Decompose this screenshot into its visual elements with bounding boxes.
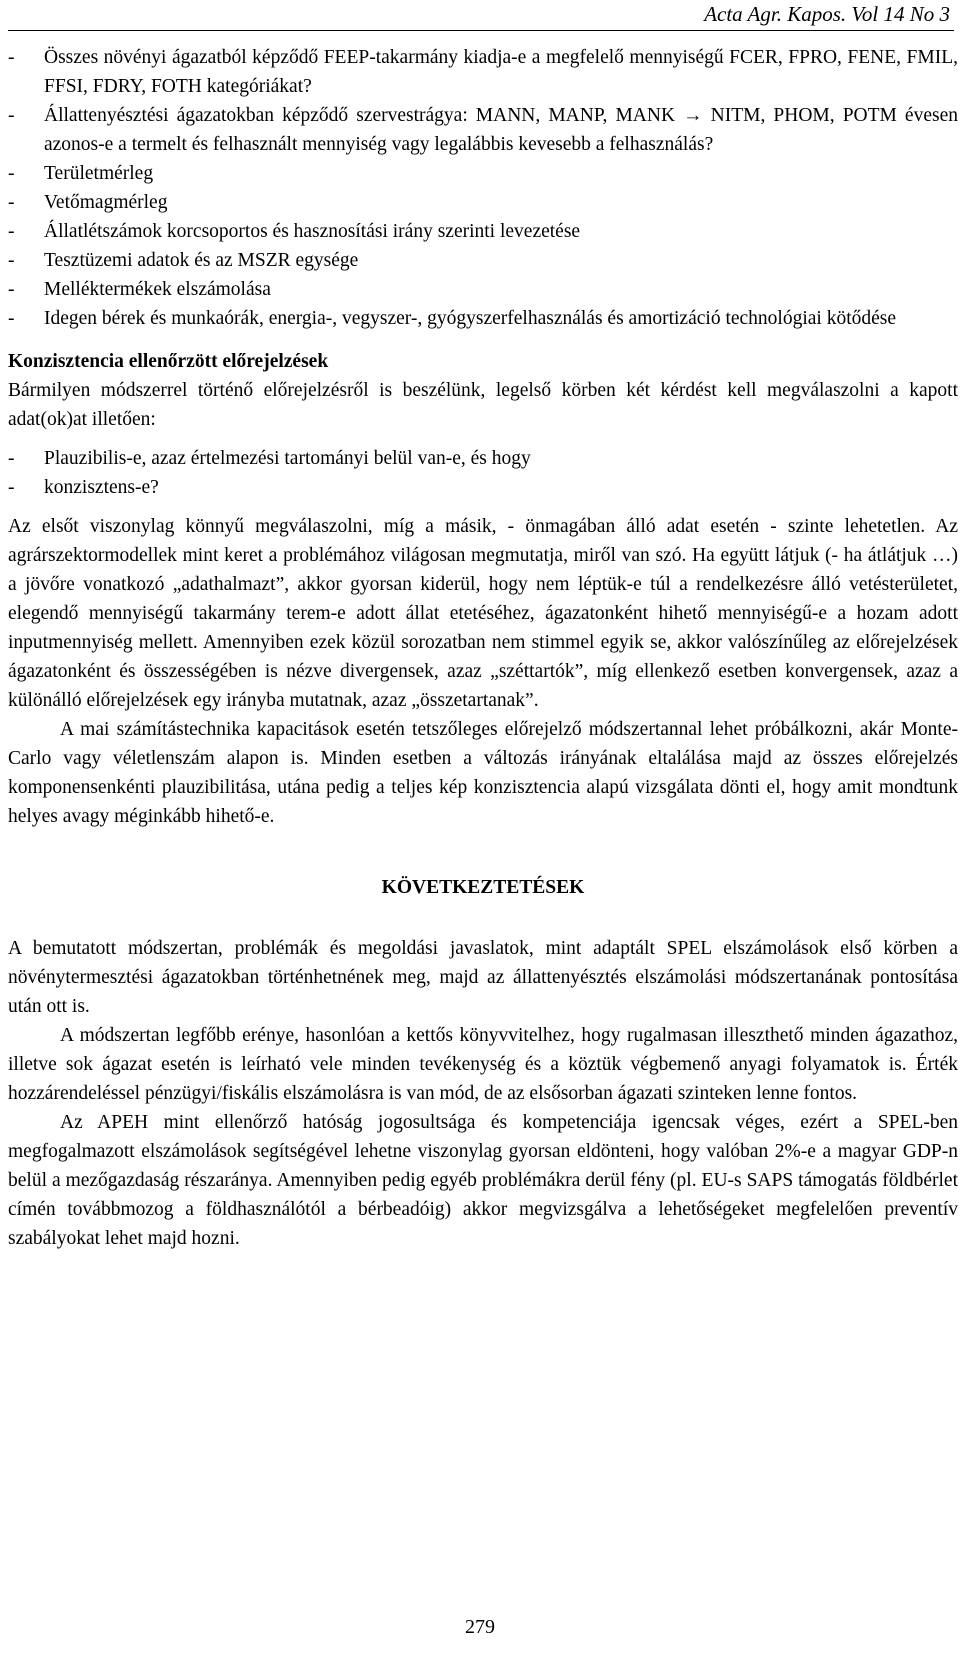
spacer [8, 502, 958, 512]
section-title-conclusions: KÖVETKEZTETÉSEK [381, 877, 585, 898]
page-number: 279 [465, 1616, 495, 1638]
header-rule [8, 30, 954, 31]
spacer [8, 434, 958, 444]
section-heading-consistency: Konzisztencia ellenőrzött előrejelzések [8, 351, 329, 372]
conclusions-paragraph: A bemutatott módszertan, problémák és megoldási javaslatok, mint adaptált SPEL elszámolások első körben a növénytermesztési ágazatokban történhetnének meg, majd az állattenyésztés elszámolási módszertanának pontosítása után ott is. [8, 938, 958, 1017]
list-item: - Területmérleg [8, 159, 958, 188]
conclusions-paragraph: A módszertan legfőbb erénye, hasonlóan a kettős könyvvitelhez, hogy rugalmasan illeszthető minden ágazathoz, illetve sok ágazat esetén is leírható vele minden tevékenység és a köztük végbemenő anyagi folyamatok is. Érték hozzárendeléssel pénzügyi/fiskális elszámolásra is van mód, de az elsősorban ágazati szinteken lenne fontos. [8, 1025, 958, 1104]
conclusions-paragraph: Az APEH mint ellenőrző hatóság jogosultsága és kompetenciája igencsak véges, ezért a SPEL-ben megfogalmazott elszámolások segítségével lehetne viszonylag gyorsan eldönteni, hogy valóban 2%-e a magyar GDP-n belül a mezőgazdaság részaránya. Amennyiben pedig egyéb problémákra derül fény (pl. EU-s SAPS támogatás földbérlet címén továbbmozog a földhasználótól a bérbeadóig) akkor megvizsgálva a lehetőségeket megfelelően preventív szabályokat lehet majd hozni. [8, 1112, 958, 1249]
consistency-intro: Bármilyen módszerrel történő előrejelzésről is beszélünk, legelső körben két kérdést kell megválaszolni a kapott adat(ok)at illetően: [8, 380, 958, 430]
list-item: - Plauzibilis-e, azaz értelmezési tartományi belül van-e, és hogy [8, 444, 958, 473]
list-item: - Állatlétszámok korcsoportos és hasznosítási irány szerinti levezetése [8, 217, 958, 246]
consistency-paragraph: A mai számítástechnika kapacitások esetén tetszőleges előrejelző módszertannal lehet próbálkozni, akár Monte-Carlo vagy véletlenszám alapon is. Minden esetben a változás irányának eltalálása majd az összes előrejelzés komponensenkénti plauzibilitása, utána pedig a teljes kép konzisztencia alapú vizsgálata dönti el, hogy amit mondtunk helyes avagy méginkább hihető-e. [8, 719, 958, 827]
list-item: - Összes növényi ágazatból képződő FEEP-takarmány kiadja-e a megfelelő mennyiségű FCER, FPRO, FENE, FMIL, FFSI, FDRY, FOTH kategóriákat? [8, 43, 958, 101]
question-list [8, 444, 958, 502]
list-item: - Idegen bérek és munkaórák, energia-, vegyszer-, gyógyszerfelhasználás és amortizáció technológiai kötődése [8, 304, 958, 333]
running-header: Acta Agr. Kapos. Vol 14 No 3 [704, 2, 950, 26]
spacer [8, 333, 958, 347]
list-item: - Állattenyésztési ágazatokban képződő szervestrágya: MANN, MANP, MANK → NITM, PHOM, POTM évesen azonos-e a termelt és felhasznált mennyiség vagy legalábbis kevesebb a felhasználás? [8, 101, 958, 159]
consistency-paragraph: Az elsőt viszonylag könnyű megválaszolni, míg a másik, - önmagában álló adat esetén - szinte lehetetlen. Az agrárszektormodellek mint keret a problémához világosan megmutatja, miről van szó. Ha együtt látjuk (- ha átlátjuk …) a jövőre vonatkozó „adathalmazt”, akkor gyorsan kiderül, hogy nem léptük-e túl a rendelkezésre álló vetésterületet, elegendő mennyiségű takarmány terem-e adott állat etetéséhez, ágazatonként hihető mennyiségű-e a hozam adott inputmennyiség mellett. Amennyiben ezek közül sorozatban nem stimmel egyik se, akkor valószínűleg az előrejelzések ágazatonként és összességében is nézve divergensek, azaz „széttartók”, míg ellenkező esetben konvergensek, azaz a különálló előrejelzések egy irányba mutatnak, azaz „összetartanak”. [8, 516, 958, 711]
list-item: - Vetőmagmérleg [8, 188, 958, 217]
list-item: - konzisztens-e? [8, 473, 958, 502]
list-item: - Tesztüzemi adatok és az MSZR egysége [8, 246, 958, 275]
criteria-list [8, 43, 958, 333]
list-item: - Melléktermékek elszámolása [8, 275, 958, 304]
document-page [8, 0, 958, 1253]
